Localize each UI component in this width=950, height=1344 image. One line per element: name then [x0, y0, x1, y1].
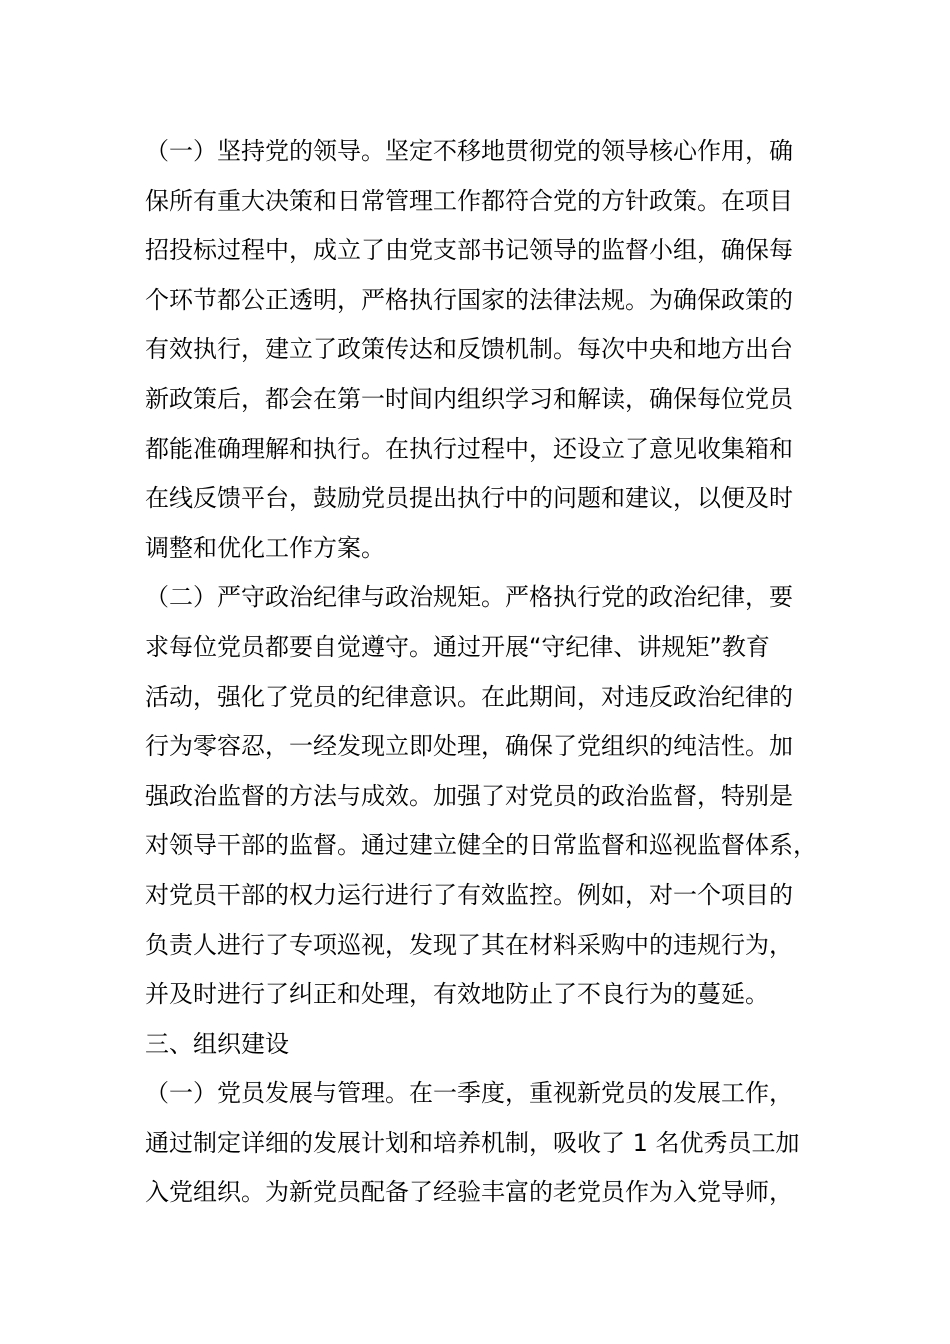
- section-heading: 三、组织建设: [145, 1029, 289, 1058]
- text-line: 在线反馈平台，鼓励党员提出执行中的问题和建议，以便及时: [145, 484, 793, 513]
- text-line: 有效执行，建立了政策传达和反馈机制。每次中央和地方出台: [145, 335, 793, 364]
- text-line: 行为零容忍，一经发现立即处理，确保了党组织的纯洁性。加: [145, 732, 793, 761]
- text-line: 对党员干部的权力运行进行了有效监控。例如，对一个项目的: [145, 880, 793, 909]
- text-line: 个环节都公正透明，严格执行国家的法律法规。为确保政策的: [145, 285, 793, 314]
- document-body: [145, 127, 815, 1218]
- text-line: 调整和优化工作方案。: [145, 533, 385, 562]
- text-line: 对领导干部的监督。通过建立健全的日常监督和巡视监督体系，: [145, 831, 817, 860]
- text-line: 新政策后，都会在第一时间内组织学习和解读，确保每位党员: [145, 384, 793, 413]
- text-line: 通过制定详细的发展计划和培养机制，吸收了 1 名优秀员工加: [145, 1128, 800, 1157]
- text-line: 活动，强化了党员的纪律意识。在此期间，对违反政治纪律的: [145, 682, 793, 711]
- text-line: （二）严守政治纪律与政治规矩。严格执行党的政治纪律，要: [145, 583, 793, 612]
- text-line: 入党组织。为新党员配备了经验丰富的老党员作为入党导师，: [145, 1178, 793, 1207]
- text-line: 求每位党员都要自觉遵守。通过开展“守纪律、讲规矩”教育: [145, 632, 770, 661]
- text-line: 都能准确理解和执行。在执行过程中，还设立了意见收集箱和: [145, 434, 793, 463]
- text-line: 并及时进行了纠正和处理，有效地防止了不良行为的蔓延。: [145, 980, 769, 1009]
- text-line: （一）党员发展与管理。在一季度，重视新党员的发展工作，: [145, 1079, 793, 1108]
- text-line: 负责人进行了专项巡视，发现了其在材料采购中的违规行为，: [145, 930, 793, 959]
- text-line: 保所有重大决策和日常管理工作都符合党的方针政策。在项目: [145, 186, 793, 215]
- text-line: 招投标过程中，成立了由党支部书记领导的监督小组，确保每: [145, 236, 793, 265]
- text-line: 强政治监督的方法与成效。加强了对党员的政治监督，特别是: [145, 781, 793, 810]
- text-line: （一）坚持党的领导。坚定不移地贯彻党的领导核心作用，确: [145, 137, 793, 165]
